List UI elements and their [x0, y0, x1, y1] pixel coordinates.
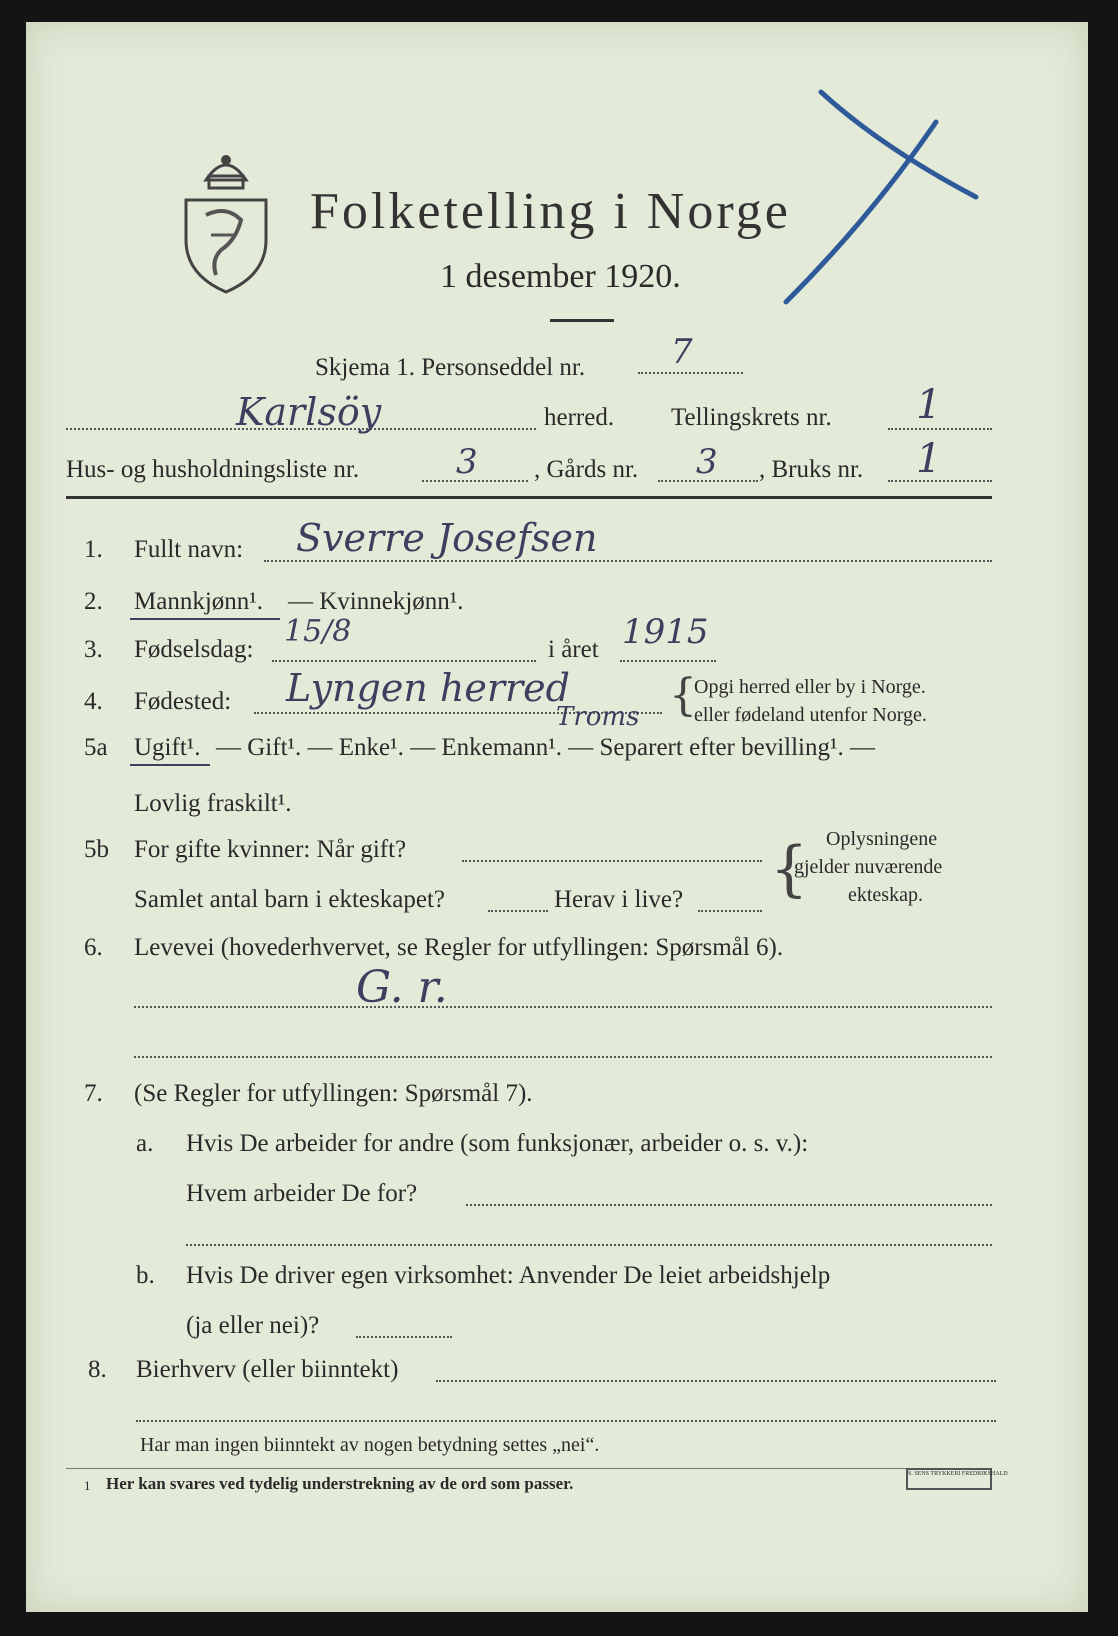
q3-line — [272, 660, 536, 662]
q5b-alive-label: Herav i live? — [554, 886, 684, 913]
q6-number: 6. — [84, 934, 103, 961]
q3-year-label: i året — [548, 636, 599, 663]
q2-male-option: Mannkjønn¹. — [134, 588, 264, 615]
printer-stamp-text: S. SENS TRYKKERI FREDRIKSHALD — [908, 1471, 1008, 1477]
q5b-children-label: Samlet antal barn i ekteskapet? — [134, 886, 445, 913]
form-title: Folketelling i Norge — [310, 183, 791, 240]
q4-note-line1: Opgi herred eller by i Norge. — [694, 676, 926, 698]
q5b-label: For gifte kvinner: Når gift? — [134, 836, 407, 863]
q4-note-line2: eller fødeland utenfor Norge. — [694, 704, 927, 726]
q5b-number: 5b — [84, 836, 109, 863]
q2-male-underline — [130, 618, 280, 620]
title-divider — [550, 319, 614, 322]
q7b-label: Hvis De driver egen virksomhet: Anvender De leiet arbeidshjelp — [186, 1262, 831, 1289]
printer-stamp — [906, 1468, 1008, 1490]
q7a-employer-line — [466, 1204, 992, 1206]
q7-label: (Se Regler for utfyllingen: Spørsmål 7). — [134, 1080, 533, 1107]
herred-label: herred. — [544, 404, 615, 431]
hus-label: Hus- og husholdningsliste nr. — [66, 456, 360, 483]
q2-female-option: — Kvinnekjønn¹. — [288, 588, 464, 615]
q7a-label: Hvis De arbeider for andre (som funksjonær, arbeider o. s. v.): — [186, 1130, 809, 1157]
q3-label: Fødselsdag: — [134, 636, 254, 663]
q6-value: G. r. — [356, 962, 448, 1013]
q5a-unmarried-option: Ugift¹. — [134, 734, 201, 761]
q5b-note-line2: gjelder nuværende — [794, 856, 943, 878]
norway-coat-of-arms-icon — [181, 140, 271, 300]
q8-label: Bierhverv (eller biinntekt) — [136, 1356, 399, 1383]
q5b-married-line — [462, 860, 762, 862]
header-rule — [66, 496, 992, 499]
q8-note: Har man ingen biinntekt av nogen betydning settes „nei“. — [140, 1434, 600, 1456]
form-date: 1 desember 1920. — [440, 258, 681, 295]
blue-cross-mark-icon — [771, 87, 991, 332]
q1-label: Fullt navn: — [134, 536, 244, 563]
q5a-number: 5a — [84, 734, 108, 761]
q5a-divorced-option: Lovlig fraskilt¹. — [134, 790, 292, 817]
tellingskrets-line — [888, 428, 992, 430]
q1-line — [264, 560, 992, 562]
tellingskrets-label: Tellingskrets nr. — [671, 404, 832, 431]
q6-label: Levevei (hovederhvervet, se Regler for utfyllingen: Spørsmål 6). — [134, 934, 784, 961]
q4-value: Lyngen herred — [286, 666, 570, 710]
q7-number: 7. — [84, 1080, 103, 1107]
q8-line2 — [136, 1420, 996, 1422]
q4-note-brace: { — [669, 670, 697, 721]
q5b-note-brace: { — [770, 834, 809, 904]
census-form-sheet — [26, 22, 1088, 1612]
q6-line1 — [134, 1006, 992, 1008]
q4-label: Fødested: — [134, 688, 232, 715]
q7b-answer-line — [356, 1336, 452, 1338]
gards-value: 3 — [696, 442, 718, 482]
q1-value: Sverre Josefsen — [296, 516, 598, 560]
q3-year-value: 1915 — [622, 612, 709, 652]
q8-number: 8. — [88, 1356, 107, 1383]
q7b-letter: b. — [136, 1262, 155, 1289]
q7a-letter: a. — [136, 1130, 154, 1157]
skjema-label: Skjema 1. Personseddel nr. — [315, 354, 586, 381]
q5b-note-line1: Oplysningene — [826, 828, 938, 850]
q5a-other-options: — Gift¹. — Enke¹. — Enkemann¹. — Separert efter bevilling¹. — — [216, 734, 875, 761]
hus-value: 3 — [456, 442, 478, 482]
skjema-value: 7 — [671, 332, 693, 372]
q5b-note-line3: ekteskap. — [848, 884, 923, 906]
q1-number: 1. — [84, 536, 103, 563]
q2-number: 2. — [84, 588, 103, 615]
tellingskrets-value: 1 — [916, 382, 942, 428]
q6-line2 — [134, 1056, 992, 1058]
q7a-extra-line — [186, 1244, 992, 1246]
footnote-rule — [66, 1468, 992, 1469]
q4-value-county: Troms — [556, 702, 640, 732]
q5b-alive-line — [698, 910, 762, 912]
q8-line1 — [436, 1380, 996, 1382]
footnote-mark: 1 — [84, 1478, 91, 1493]
footnote-text: Her kan svares ved tydelig understrekning av de ord som passer. — [106, 1474, 574, 1493]
gards-label: , Gårds nr. — [534, 456, 639, 483]
skjema-line — [638, 372, 743, 374]
q7b-answer-label: (ja eller nei)? — [186, 1312, 320, 1339]
q4-number: 4. — [84, 688, 103, 715]
q3-value: 15/8 — [284, 614, 352, 649]
q7a-employer-label: Hvem arbeider De for? — [186, 1180, 418, 1207]
bruks-label: , Bruks nr. — [759, 456, 864, 483]
q3-number: 3. — [84, 636, 103, 663]
q5a-unmarried-underline — [130, 764, 210, 766]
q5b-children-line — [488, 910, 548, 912]
bruks-value: 1 — [916, 436, 942, 482]
herred-value: Karlsöy — [236, 390, 382, 434]
q3-year-line — [620, 660, 716, 662]
